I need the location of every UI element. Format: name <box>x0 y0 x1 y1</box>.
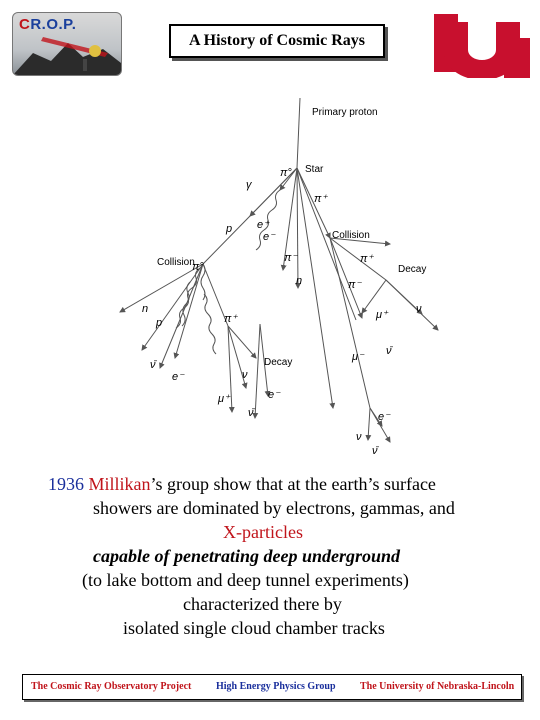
label-n-left: n <box>142 303 149 315</box>
label-mu-plus-bottom: μ⁺ <box>218 393 230 405</box>
footer-bar <box>22 674 522 700</box>
label-pi-plus-right: π⁺ <box>360 253 374 265</box>
label-star: Star <box>305 164 324 175</box>
label-e-minus-top: e⁻ <box>263 231 275 243</box>
label-nu-bar-right: ν̄ <box>386 345 392 357</box>
label-gamma: γ <box>246 179 252 191</box>
label-nu-bar-bottom: ν̄ <box>372 445 378 457</box>
caption-line-4: capable of penetrating deep underground <box>93 546 401 566</box>
label-n-center: n <box>296 275 303 287</box>
crop-logo-graphic <box>13 13 121 75</box>
cosmic-ray-shower-diagram <box>100 68 460 470</box>
label-nu-bar-left: ν̄ <box>150 359 156 371</box>
label-e-plus: e⁺ <box>257 219 269 231</box>
label-pi-minus-right: π⁻ <box>348 279 362 291</box>
label-nu-bottom: ν <box>356 431 362 443</box>
caption-line-2: showers are dominated by electrons, gammas, and <box>93 498 455 518</box>
footer-hep: High Energy Physics Group <box>216 681 336 692</box>
crop-logo <box>12 12 122 76</box>
primary-proton-track <box>297 98 300 168</box>
label-pi0-top: π° <box>280 167 292 179</box>
footer-unl: The University of Nebraska-Lincoln <box>360 681 515 692</box>
footer-crop: The Cosmic Ray Observatory Project <box>31 681 192 692</box>
caption-line-1: 1936 Millikan’s group show that at the earth’s surface <box>48 474 436 494</box>
label-nu-right: ν <box>416 303 422 315</box>
label-decay-right: Decay <box>398 264 427 275</box>
shower-tracks <box>100 68 460 470</box>
label-e-minus-decay: e⁻ <box>268 389 280 401</box>
label-nu-bar-decay: ν̄ <box>248 407 254 419</box>
label-e-minus-right: e⁻ <box>378 411 390 423</box>
label-collision-left: Collision <box>157 257 195 268</box>
label-mu-minus: μ⁻ <box>352 351 364 363</box>
caption-line-6: characterized there by <box>183 594 342 614</box>
label-pi-minus-center: π⁻ <box>284 252 298 264</box>
label-pi0-left: π° <box>192 261 204 273</box>
label-e-minus-left: e⁻ <box>172 371 184 383</box>
caption-line-7: isolated single cloud chamber tracks <box>123 618 385 638</box>
crop-logo-text: CR.O.P. <box>19 16 77 33</box>
label-mu-plus-right: μ⁺ <box>376 309 388 321</box>
label-decay-center: Decay <box>264 357 293 368</box>
label-collision-right: Collision <box>332 230 370 241</box>
caption-line-5: (to lake bottom and deep tunnel experiments) <box>82 570 409 590</box>
label-p-top: p <box>226 223 233 235</box>
label-nu-left: ν <box>242 369 248 381</box>
label-p-left: p <box>156 317 163 329</box>
track-to-decay <box>297 168 356 320</box>
label-primary-proton: Primary proton <box>312 107 378 118</box>
label-pi-plus-left: π⁺ <box>224 313 238 325</box>
caption-line-3: X-particles <box>223 522 303 542</box>
label-pi-plus-top: π⁺ <box>314 193 328 205</box>
page-title: A History of Cosmic Rays <box>169 24 385 58</box>
